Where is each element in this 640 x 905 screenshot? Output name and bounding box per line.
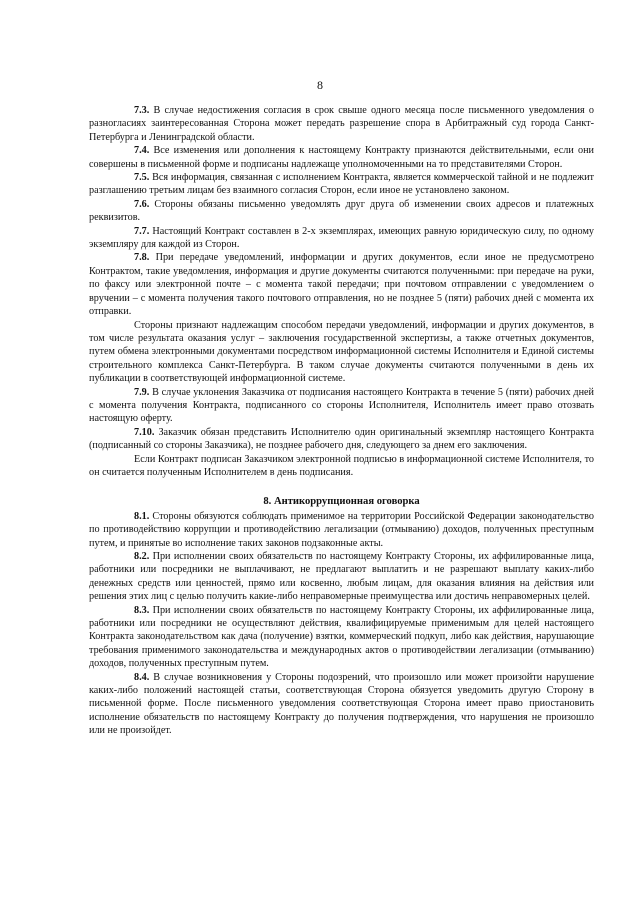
paragraph — [89, 453, 594, 480]
document-body — [89, 104, 594, 738]
clause-number: 7.9. — [134, 386, 150, 398]
paragraph — [89, 550, 594, 604]
clause-text: Стороны признают надлежащим способом передачи уведомлений, информации и других документов, в том числе результата оказания услуг – заключения государственной экспертизы, а также отчетных документов, путем обмена электронными документами посредством информационной системы Исполнителя и Единой системы строительного комплекса Санкт-Петербурга. В таком случае документы считаются полученными в день их публикации в соответствующей информационной системе. — [89, 319, 594, 385]
clause-text: Заказчик обязан представить Исполнителю один оригинальный экземпляр настоящего Контракта (подписанный со стороны Заказчика), не позднее рабочего дня, следующего за днем его заключения. — [89, 426, 594, 452]
clause-number: 7.8. — [134, 252, 150, 264]
clause-text: В случае уклонения Заказчика от подписания настоящего Контракта в течение 5 (пяти) рабочих дней с момента получения Контракта, подписанного со стороны Исполнителя, Исполнитель имеет право отозвать настоящую оферту. — [89, 386, 594, 425]
page-number: 8 — [317, 78, 323, 92]
paragraph — [89, 251, 594, 318]
clause-number: 7.7. — [134, 225, 150, 237]
clause-text: В случае недостижения согласия в срок свыше одного месяца после письменного уведомления о разногласиях заинтересованная Сторона может передать разрешение спора в Арбитражный суд города Санкт-Петербурга и Ленинградской области. — [89, 105, 594, 143]
clause-number: 7.5. — [134, 172, 150, 184]
clause-number: 8.4. — [134, 671, 150, 683]
clause-text: Стороны обязуются соблюдать применимое на территории Российской Федерации законодательство по противодействию коррупции и противодействию легализации (отмыванию) доходов, полученных преступным путем, и принятые во исполнение таких законов подзаконные акты. — [89, 510, 594, 549]
paragraph — [89, 604, 594, 671]
clause-number: 7.3. — [134, 105, 150, 116]
clause-text: При исполнении своих обязательств по настоящему Контракту Стороны, их аффилированные лица, работники или посредники не осуществляют действия, квалифицируемые применимым для целей настоящего Контракта законодательством как дача (получение) взятки, коммерческий подкуп, либо как действия, нарушающие требования применимого законодательства и международных актов о противодействии легализации (отмыванию) доходов, полученных преступным путем. — [89, 604, 594, 670]
clause-number: 8.2. — [134, 551, 150, 562]
paragraph — [89, 386, 594, 426]
clause-number: 7.10. — [134, 426, 155, 438]
clause-text: При передаче уведомлений, информации и других документов, если иное не предусмотрено Контрактом, такие уведомления, информация и другие документы считаются полученными: при передаче на руки, по факсу или электронной почте – с момента такой передачи; при почтовом отправлении с уведомлением о вручении – с момента получения такого почтового отправления, но не позднее 5 (пяти) рабочих дней с момента их отправки. — [89, 252, 594, 318]
paragraph — [89, 171, 594, 198]
clause-number: 8.3. — [134, 604, 150, 616]
paragraph — [89, 198, 594, 225]
clause-number: 8.1. — [134, 510, 150, 522]
clause-text: При исполнении своих обязательств по настоящему Контракту Стороны, их аффилированные лица, работники или посредники не выплачивают, не предлагают выплатить и не разрешают выплату каких-либо денежных средств или ценностей, прямо или косвенно, любым лицам, для оказания влияния на действия или решения этих лиц с целью получить какие-либо неправомерные преимущества или достичь неправомерных целей. — [89, 551, 594, 603]
clause-text: Все изменения или дополнения к настоящему Контракту признаются действительными, если они совершены в письменной форме и подписаны надлежаще уполномоченными на то представителями Сторон. — [89, 145, 594, 170]
section-heading: 8. Антикоррупционная оговорка — [263, 496, 420, 508]
paragraph — [89, 426, 594, 453]
paragraph — [89, 104, 594, 144]
paragraph — [89, 144, 594, 171]
section-7-paragraphs — [89, 104, 594, 479]
clause-text: Если Контракт подписан Заказчиком электронной подписью в информационной системе Исполнителя, то он считается полученным Исполнителем в день подписания. — [89, 453, 594, 478]
paragraph — [89, 671, 594, 738]
paragraph — [89, 225, 594, 252]
clause-text: Вся информация, связанная с исполнением Контракта, является коммерческой тайной и не подлежит разглашению третьим лицам без взаимного согласия Сторон, если иное не установлено законом. — [89, 172, 594, 197]
clause-text: В случае возникновения у Стороны подозрений, что произошло или может произойти нарушение каких-либо положений настоящей статьи, соответствующая Сторона обязуется уведомить другую Сторону в письменной форме. После письменного уведомления соответствующая Сторона имеет право приостановить исполнение обязательств по настоящему Контракту до получения подтверждения, что нарушения не произошло или не произойдет. — [89, 671, 594, 737]
clause-number: 7.6. — [134, 198, 150, 210]
clause-number: 7.4. — [134, 145, 150, 157]
section-8-paragraphs — [89, 510, 594, 738]
paragraph — [89, 510, 594, 550]
clause-text: Стороны обязаны письменно уведомлять друг друга об изменении своих адресов и платежных реквизитов. — [89, 198, 594, 224]
clause-text: Настоящий Контракт составлен в 2-х экземплярах, имеющих равную юридическую силу, по одному экземпляру для каждой из Сторон. — [89, 225, 594, 251]
paragraph — [89, 319, 594, 386]
